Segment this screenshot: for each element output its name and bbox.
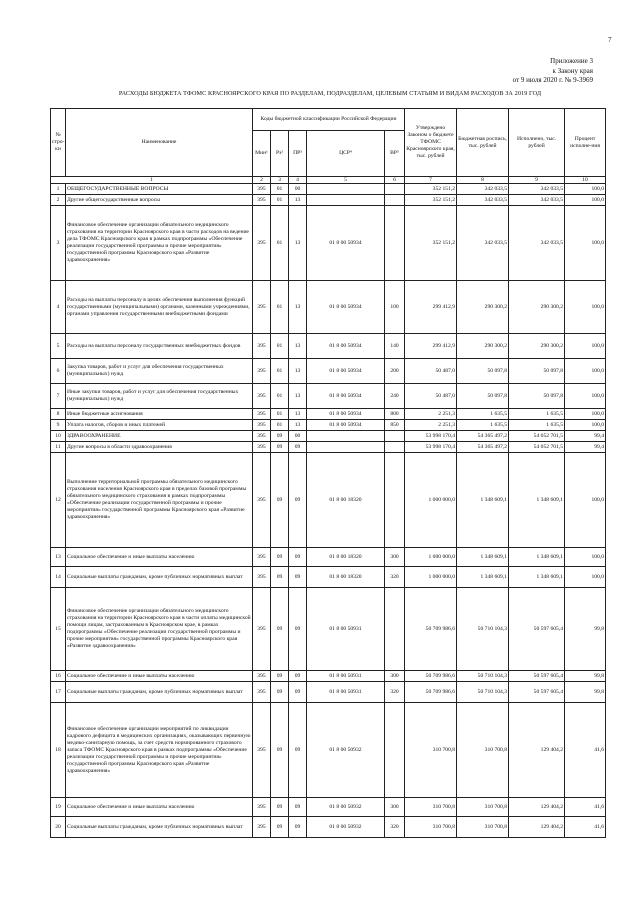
col-number: 8 — [457, 177, 509, 184]
code-pr: 00 — [289, 184, 307, 195]
approved-amount: 352 151,2 — [405, 195, 457, 206]
code-rz: 01 — [271, 334, 289, 359]
executed-amount: 129 404,2 — [509, 798, 565, 817]
code-rz: 01 — [271, 184, 289, 195]
table-row — [51, 184, 606, 195]
executed-amount: 129 404,2 — [509, 817, 565, 838]
table-row — [51, 682, 606, 703]
budget-amount: 54 365 497,2 — [457, 442, 509, 453]
header-csr: ЦСР⁴ — [307, 131, 385, 177]
col-number: 3 — [271, 177, 289, 184]
code-pr: 09 — [289, 703, 307, 798]
row-number: 8 — [51, 409, 66, 420]
row-number: 1 — [51, 184, 66, 195]
item-name: ЗДРАВООХРАНЕНИЕ — [66, 431, 253, 442]
code-vr: 200 — [385, 359, 405, 384]
table-row — [51, 431, 606, 442]
code-min: 395 — [253, 671, 271, 682]
code-rz: 01 — [271, 409, 289, 420]
approved-amount: 53 998 170,4 — [405, 442, 457, 453]
table-row — [51, 281, 606, 334]
item-name: Уплата налогов, сборов и иных платежей — [66, 420, 253, 431]
budget-amount: 342 033,5 — [457, 184, 509, 195]
code-pr: 09 — [289, 588, 307, 671]
item-name: Другие общегосударственные вопросы — [66, 195, 253, 206]
percent-executed: 41,6 — [565, 703, 606, 798]
code-min: 395 — [253, 442, 271, 453]
item-name: Иные закупки товаров, работ и услуг для обеспечения государственных (муниципальных) нужд — [66, 384, 253, 409]
code-csr — [307, 442, 385, 453]
header-budget: Бюджетная роспись, тыс. рублей — [457, 109, 509, 177]
budget-amount: 50 710 104,3 — [457, 671, 509, 682]
code-pr: 13 — [289, 206, 307, 281]
code-pr: 09 — [289, 798, 307, 817]
budget-amount: 1 635,5 — [457, 409, 509, 420]
code-rz: 01 — [271, 195, 289, 206]
code-pr: 13 — [289, 420, 307, 431]
approved-amount: 50 487,0 — [405, 384, 457, 409]
item-name: Расходы на выплаты персоналу государственных внебюджетных фондов — [66, 334, 253, 359]
row-number: 16 — [51, 671, 66, 682]
approved-amount: 1 000 000,0 — [405, 567, 457, 588]
row-number: 7 — [51, 384, 66, 409]
executed-amount: 1 348 609,1 — [509, 548, 565, 567]
budget-amount: 1 348 609,1 — [457, 548, 509, 567]
table-row — [51, 453, 606, 548]
item-name: Социальное обеспечение и иные выплаты населению — [66, 548, 253, 567]
code-vr: 320 — [385, 817, 405, 838]
code-pr: 13 — [289, 281, 307, 334]
row-number: 11 — [51, 442, 66, 453]
code-vr: 100 — [385, 281, 405, 334]
col-number: 5 — [307, 177, 385, 184]
header-vr: ВР⁵ — [385, 131, 405, 177]
code-min: 395 — [253, 817, 271, 838]
row-number: 5 — [51, 334, 66, 359]
percent-executed: 99,8 — [565, 671, 606, 682]
code-csr: 01 8 00 50931 — [307, 671, 385, 682]
code-csr: 01 8 00 50934 — [307, 409, 385, 420]
approved-amount: 299 412,9 — [405, 334, 457, 359]
table-row — [51, 588, 606, 671]
row-number: 15 — [51, 588, 66, 671]
executed-amount: 50 597 605,4 — [509, 671, 565, 682]
col-number: 6 — [385, 177, 405, 184]
item-name: Социальные выплаты гражданам, кроме публичных нормативных выплат — [66, 567, 253, 588]
row-number: 20 — [51, 817, 66, 838]
header-executed: Исполнено, тыс. рублей — [509, 109, 565, 177]
row-number: 19 — [51, 798, 66, 817]
percent-executed: 100,0 — [565, 281, 606, 334]
percent-executed: 100,0 — [565, 206, 606, 281]
percent-executed: 99,8 — [565, 588, 606, 671]
budget-amount: 310 700,8 — [457, 798, 509, 817]
code-min: 395 — [253, 567, 271, 588]
row-number: 13 — [51, 548, 66, 567]
col-number: 1 — [51, 177, 253, 184]
code-min: 395 — [253, 384, 271, 409]
executed-amount: 342 033,5 — [509, 206, 565, 281]
executed-amount: 342 033,5 — [509, 195, 565, 206]
col-number: 7 — [405, 177, 457, 184]
code-csr: 01 8 00 50934 — [307, 359, 385, 384]
code-min: 395 — [253, 206, 271, 281]
table-row — [51, 548, 606, 567]
approved-amount: 352 151,2 — [405, 184, 457, 195]
code-rz: 01 — [271, 206, 289, 281]
budget-amount: 310 700,8 — [457, 817, 509, 838]
code-pr: 09 — [289, 682, 307, 703]
row-number: 4 — [51, 281, 66, 334]
code-pr: 00 — [289, 431, 307, 442]
code-vr: 300 — [385, 671, 405, 682]
percent-executed: 100,0 — [565, 384, 606, 409]
code-csr: 01 8 00 50932 — [307, 817, 385, 838]
table-row — [51, 334, 606, 359]
code-pr: 09 — [289, 817, 307, 838]
percent-executed: 100,0 — [565, 453, 606, 548]
appendix-line-2: к Закону края — [552, 66, 593, 75]
code-rz: 01 — [271, 384, 289, 409]
row-number: 12 — [51, 453, 66, 548]
code-vr — [385, 588, 405, 671]
col-number: 10 — [565, 177, 606, 184]
percent-executed: 100,0 — [565, 195, 606, 206]
row-number: 9 — [51, 420, 66, 431]
percent-executed: 100,0 — [565, 409, 606, 420]
item-name: Закупка товаров, работ и услуг для обеспечения государственных (муниципальных) нужд — [66, 359, 253, 384]
code-vr — [385, 184, 405, 195]
budget-amount: 342 033,5 — [457, 195, 509, 206]
code-vr: 850 — [385, 420, 405, 431]
code-vr — [385, 703, 405, 798]
table-row — [51, 567, 606, 588]
code-min: 395 — [253, 281, 271, 334]
executed-amount: 50 097,8 — [509, 384, 565, 409]
approved-amount: 2 251,3 — [405, 409, 457, 420]
code-rz: 09 — [271, 567, 289, 588]
budget-amount: 1 348 609,1 — [457, 453, 509, 548]
document-title: РАСХОДЫ БЮДЖЕТА ТФОМС КРАСНОЯРСКОГО КРАЯ ПО РАЗДЕЛАМ, ПОДРАЗДЕЛАМ, ЦЕЛЕВЫМ СТАТЬЯМ И ВИДАМ РАСХОДОВ ЗА 2019 ГОД — [118, 90, 542, 97]
item-name: Другие вопросы в области здравоохранения — [66, 442, 253, 453]
code-vr — [385, 206, 405, 281]
code-min: 395 — [253, 588, 271, 671]
code-csr: 01 8 00 50934 — [307, 420, 385, 431]
code-rz: 09 — [271, 817, 289, 838]
row-number: 18 — [51, 703, 66, 798]
executed-amount: 290 300,2 — [509, 334, 565, 359]
code-csr: 01 8 00 50934 — [307, 281, 385, 334]
code-vr: 300 — [385, 798, 405, 817]
executed-amount: 129 404,2 — [509, 703, 565, 798]
budget-amount: 290 300,2 — [457, 334, 509, 359]
code-pr: 13 — [289, 384, 307, 409]
code-csr — [307, 195, 385, 206]
executed-amount: 342 033,5 — [509, 184, 565, 195]
table-row — [51, 206, 606, 281]
percent-executed: 100,0 — [565, 334, 606, 359]
budget-amount: 342 033,5 — [457, 206, 509, 281]
code-csr — [307, 431, 385, 442]
table-row — [51, 359, 606, 384]
header-approved: Утверждено Законом о бюджете ТФОМС Красноярского края, тыс. рублей — [405, 109, 457, 177]
header-percent: Процент исполне-ния — [565, 109, 606, 177]
code-min: 395 — [253, 682, 271, 703]
code-pr: 13 — [289, 359, 307, 384]
code-rz: 09 — [271, 548, 289, 567]
table-row — [51, 798, 606, 817]
page-number: 7 — [608, 36, 612, 44]
approved-amount: 310 700,8 — [405, 817, 457, 838]
code-pr: 09 — [289, 548, 307, 567]
approved-amount: 53 998 170,4 — [405, 431, 457, 442]
code-vr: 320 — [385, 567, 405, 588]
table-row — [51, 817, 606, 838]
budget-amount: 50 097,8 — [457, 359, 509, 384]
table-row — [51, 195, 606, 206]
code-csr: 01 8 00 18320 — [307, 548, 385, 567]
header-name: Наименование — [66, 109, 253, 177]
percent-executed: 99,4 — [565, 442, 606, 453]
percent-executed: 100,0 — [565, 184, 606, 195]
budget-amount: 290 300,2 — [457, 281, 509, 334]
code-csr: 01 8 00 50931 — [307, 682, 385, 703]
col-number: 4 — [289, 177, 307, 184]
row-number: 6 — [51, 359, 66, 384]
code-rz: 09 — [271, 588, 289, 671]
code-pr: 09 — [289, 567, 307, 588]
table-row — [51, 671, 606, 682]
code-rz: 09 — [271, 798, 289, 817]
code-vr — [385, 195, 405, 206]
approved-amount: 50 709 986,6 — [405, 682, 457, 703]
executed-amount: 1 348 609,1 — [509, 567, 565, 588]
code-vr — [385, 453, 405, 548]
approved-amount: 50 487,0 — [405, 359, 457, 384]
item-name: Расходы на выплаты персоналу в целях обеспечения выполнения функций государственными (муниципальными) органами, казенными учреждениями, органами управления государственными внебюджетными фондами — [66, 281, 253, 334]
percent-executed: 99,4 — [565, 431, 606, 442]
code-rz: 09 — [271, 431, 289, 442]
percent-executed: 100,0 — [565, 567, 606, 588]
code-vr — [385, 442, 405, 453]
percent-executed: 100,0 — [565, 359, 606, 384]
appendix-line-1: Приложение 3 — [550, 57, 593, 65]
code-min: 395 — [253, 703, 271, 798]
code-rz: 09 — [271, 442, 289, 453]
code-vr: 240 — [385, 384, 405, 409]
code-pr: 09 — [289, 453, 307, 548]
code-csr: 01 8 00 18320 — [307, 453, 385, 548]
col-number: 9 — [509, 177, 565, 184]
code-min: 395 — [253, 409, 271, 420]
code-csr: 01 8 00 18320 — [307, 567, 385, 588]
approved-amount: 299 412,9 — [405, 281, 457, 334]
approved-amount: 2 251,3 — [405, 420, 457, 431]
code-pr: 13 — [289, 195, 307, 206]
table-row — [51, 420, 606, 431]
code-min: 395 — [253, 420, 271, 431]
executed-amount: 54 052 701,5 — [509, 442, 565, 453]
row-number: 17 — [51, 682, 66, 703]
budget-amount: 50 097,8 — [457, 384, 509, 409]
item-name: Финансовое обеспечение организации обязательного медицинского страхования на территории Красноярского края в части расходов на ведение дела ТФОМС Красноярского края в рамках подпрограммы «Обеспечение реализации государственной программы и прочие мероприятия» государственной программы Красноярского края «Развитие здравоохранения» — [66, 206, 253, 281]
approved-amount: 352 151,2 — [405, 206, 457, 281]
budget-amount: 310 700,8 — [457, 703, 509, 798]
code-csr: 01 8 00 50932 — [307, 703, 385, 798]
row-number: 3 — [51, 206, 66, 281]
table-row — [51, 703, 606, 798]
code-csr: 01 8 00 50934 — [307, 206, 385, 281]
col-number: 2 — [253, 177, 271, 184]
column-numbers-row — [51, 177, 606, 184]
code-min: 395 — [253, 359, 271, 384]
appendix-header — [353, 57, 593, 86]
code-vr: 300 — [385, 548, 405, 567]
code-min: 395 — [253, 548, 271, 567]
code-min: 395 — [253, 334, 271, 359]
budget-table — [50, 108, 606, 838]
header-row-number: № стро-ки — [51, 109, 66, 177]
appendix-line-3: от 9 июля 2020 г. № 9-3969 — [512, 76, 593, 84]
executed-amount: 1 635,5 — [509, 420, 565, 431]
code-pr: 13 — [289, 334, 307, 359]
item-name: Социальные выплаты гражданам, кроме публичных нормативных выплат — [66, 682, 253, 703]
code-vr: 320 — [385, 682, 405, 703]
code-csr: 01 8 00 50934 — [307, 334, 385, 359]
approved-amount: 310 700,8 — [405, 703, 457, 798]
code-vr: 800 — [385, 409, 405, 420]
executed-amount: 1 348 609,1 — [509, 453, 565, 548]
item-name: Финансовое обеспечение организации мероприятий по ликвидации кадрового дефицита в медицинских организациях, оказывающих первичную медико-санитарную помощь, за счет средств нормированного страхового запаса ТФОМС Красноярского края в рамках подпрограммы «Обеспечение реализации государственной программы и прочие мероприятия» государственной программы Красноярского края «Развитие здравоохранения» — [66, 703, 253, 798]
header-pr: ПР³ — [289, 131, 307, 177]
item-name: Социальное обеспечение и иные выплаты населению — [66, 671, 253, 682]
table-row — [51, 409, 606, 420]
code-vr: 140 — [385, 334, 405, 359]
executed-amount: 50 597 605,4 — [509, 682, 565, 703]
executed-amount: 1 635,5 — [509, 409, 565, 420]
percent-executed: 41,6 — [565, 817, 606, 838]
code-min: 395 — [253, 431, 271, 442]
executed-amount: 54 052 701,5 — [509, 431, 565, 442]
item-name: Социальные выплаты гражданам, кроме публичных нормативных выплат — [66, 817, 253, 838]
executed-amount: 50 097,8 — [509, 359, 565, 384]
header-rz: Рз² — [271, 131, 289, 177]
code-csr — [307, 184, 385, 195]
code-csr: 01 8 00 50934 — [307, 384, 385, 409]
code-csr: 01 8 00 50932 — [307, 798, 385, 817]
percent-executed: 100,0 — [565, 548, 606, 567]
header-codes: Коды бюджетной классификации Российской Федерации — [253, 109, 405, 131]
approved-amount: 310 700,8 — [405, 798, 457, 817]
budget-amount: 50 710 104,3 — [457, 682, 509, 703]
approved-amount: 50 709 986,6 — [405, 588, 457, 671]
item-name: ОБЩЕГОСУДАРСТВЕННЫЕ ВОПРОСЫ — [66, 184, 253, 195]
approved-amount: 50 709 986,6 — [405, 671, 457, 682]
percent-executed: 99,8 — [565, 682, 606, 703]
item-name: Иные бюджетные ассигнования — [66, 409, 253, 420]
percent-executed: 41,6 — [565, 798, 606, 817]
item-name: Выполнение территориальной программы обязательного медицинского страхования населения Красноярского края в пределах базовой программы обязательного медицинского страхования в рамках подпрограммы «Обеспечение реализации государственной программы и прочие мероприятия» государственной программы Красноярского края «Развитие здравоохранения» — [66, 453, 253, 548]
approved-amount: 1 000 000,0 — [405, 453, 457, 548]
row-number: 10 — [51, 431, 66, 442]
approved-amount: 1 000 000,0 — [405, 548, 457, 567]
code-vr — [385, 431, 405, 442]
executed-amount: 290 300,2 — [509, 281, 565, 334]
code-rz: 09 — [271, 671, 289, 682]
code-rz: 09 — [271, 453, 289, 548]
budget-amount: 54 365 497,2 — [457, 431, 509, 442]
code-pr: 09 — [289, 442, 307, 453]
table-row — [51, 442, 606, 453]
item-name: Финансовое обеспечение организации обязательного медицинского страхования на территории Красноярского края в части оплаты медицинской помощи лицам, застрахованным в Красноярском крае, в рамках подпрограммы «Обеспечение реализации государственной программы и прочие мероприятия» государственной программы Красноярского края «Развитие здравоохранения» — [66, 588, 253, 671]
code-rz: 01 — [271, 281, 289, 334]
header-min: Мин¹ — [253, 131, 271, 177]
code-csr: 01 8 00 50931 — [307, 588, 385, 671]
row-number: 2 — [51, 195, 66, 206]
budget-amount: 1 348 609,1 — [457, 567, 509, 588]
code-min: 395 — [253, 798, 271, 817]
percent-executed: 100,0 — [565, 420, 606, 431]
item-name: Социальное обеспечение и иные выплаты населению — [66, 798, 253, 817]
table-row — [51, 384, 606, 409]
code-pr: 09 — [289, 671, 307, 682]
code-rz: 01 — [271, 420, 289, 431]
code-rz: 09 — [271, 682, 289, 703]
executed-amount: 50 597 605,4 — [509, 588, 565, 671]
code-rz: 09 — [271, 703, 289, 798]
code-rz: 01 — [271, 359, 289, 384]
code-pr: 13 — [289, 409, 307, 420]
budget-amount: 50 710 104,3 — [457, 588, 509, 671]
budget-amount: 1 635,5 — [457, 420, 509, 431]
code-min: 395 — [253, 195, 271, 206]
row-number: 14 — [51, 567, 66, 588]
code-min: 395 — [253, 453, 271, 548]
code-min: 395 — [253, 184, 271, 195]
